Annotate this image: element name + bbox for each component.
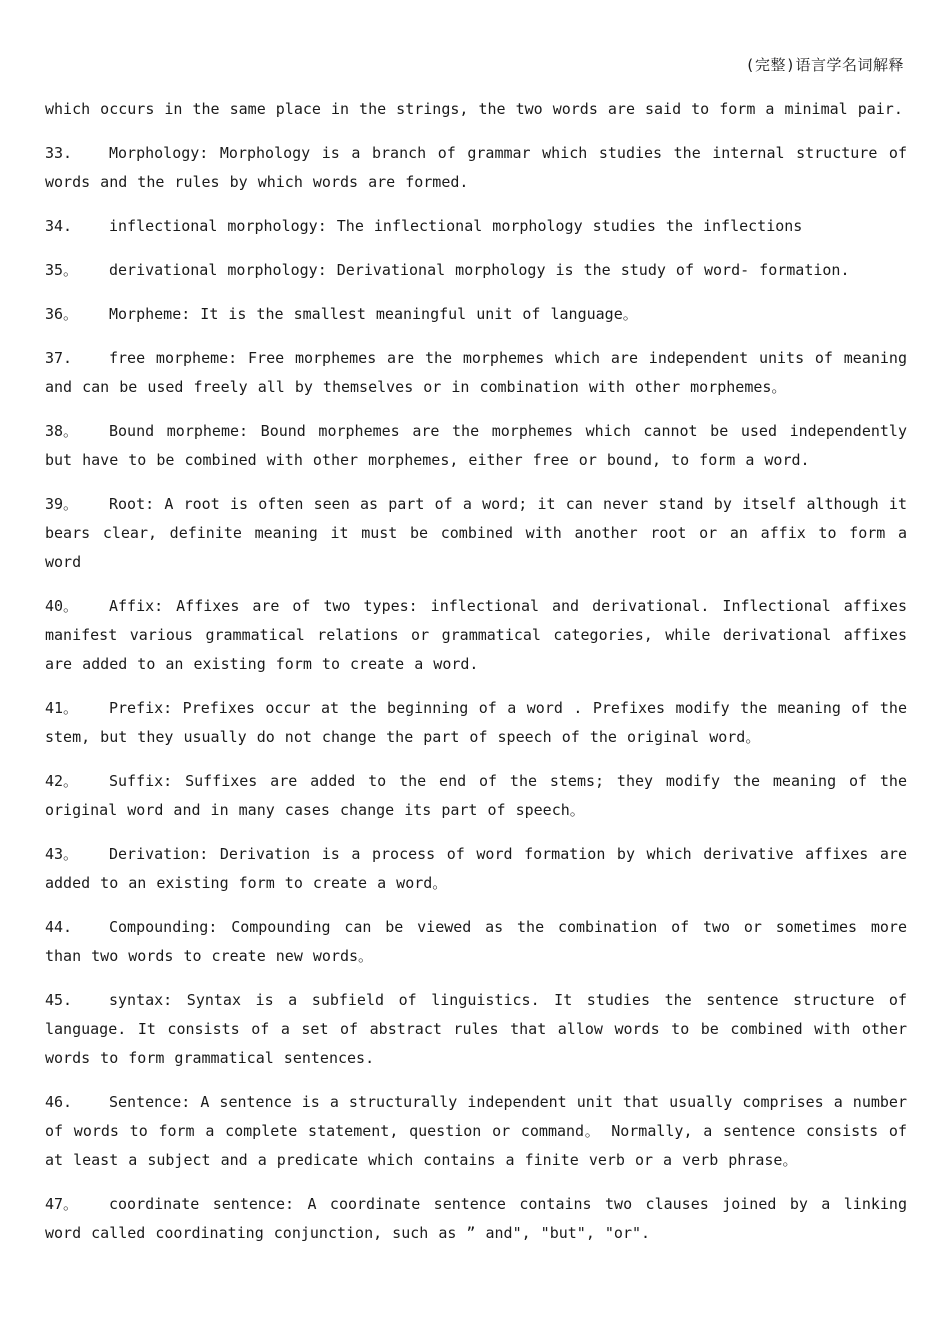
entry-text: Bound morpheme: Bound morphemes are the morphemes which cannot be used independently but have to be combined with other morphemes, either free or bound, to form a word. (45, 422, 907, 469)
entry-text: Sentence: A sentence is a structurally independent unit that usually comprises a number of words to form a complete statement, question or command。 Normally, a sentence consists of at least a subject and a predicate which contains a finite verb or a verb phrase。 (45, 1093, 907, 1169)
entry-number: 41。 (45, 699, 79, 717)
entry-number: 36。 (45, 305, 79, 323)
entry-number: 47。 (45, 1195, 79, 1213)
entry-text: Compounding: Compounding can be viewed as the combination of two or sometimes more than two words to create new words。 (45, 918, 907, 965)
entry-number: 45. (45, 991, 73, 1009)
glossary-entry (45, 256, 907, 285)
entry-text: derivational morphology: Derivational morphology is the study of word- formation. (109, 261, 850, 279)
entry-number: 43。 (45, 845, 79, 863)
entry-text: Morphology: Morphology is a branch of grammar which studies the internal structure of words and the rules by which words are formed. (45, 144, 907, 191)
glossary-entry (45, 986, 907, 1073)
entry-text: Morpheme: It is the smallest meaningful unit of language。 (109, 305, 638, 323)
entry-number: 42。 (45, 772, 79, 790)
entry-text: coordinate sentence: A coordinate sentence contains two clauses joined by a linking word called coordinating conjunction, such as ” and", "but", "or". (45, 1195, 907, 1242)
entry-text: Suffix: Suffixes are added to the end of the stems; they modify the meaning of the original word and in many cases change its part of speech。 (45, 772, 907, 819)
entry-text: Affix: Affixes are of two types: inflectional and derivational. Inflectional affixes manifest various grammatical relations or grammatical categories, while derivational affixes are added to an existing form to create a word. (45, 597, 907, 673)
entry-number: 44. (45, 918, 73, 936)
glossary-entry (45, 417, 907, 475)
entry-text: Prefix: Prefixes occur at the beginning of a word . Prefixes modify the meaning of the stem, but they usually do not change the part of speech of the original word。 (45, 699, 907, 746)
glossary-entry (45, 840, 907, 898)
glossary-entry (45, 344, 907, 402)
entry-number: 34. (45, 217, 73, 235)
entry-number: 46. (45, 1093, 73, 1111)
glossary-entry (45, 300, 907, 329)
glossary-entry (45, 490, 907, 577)
glossary-entry (45, 592, 907, 679)
glossary-entry (45, 913, 907, 971)
entry-text: inflectional morphology: The inflectional morphology studies the inflections (109, 217, 803, 235)
glossary-entry (45, 1190, 907, 1248)
entry-number: 40。 (45, 597, 79, 615)
glossary-entry (45, 1088, 907, 1175)
glossary-entry (45, 212, 907, 241)
entry-text: Root: A root is often seen as part of a word; it can never stand by itself although it bears clear, definite meaning it must be combined with another root or an affix to form a word (45, 495, 907, 571)
entry-text: syntax: Syntax is a subfield of linguistics. It studies the sentence structure of language. It consists of a set of abstract rules that allow words to be combined with other words to form grammatical sentences. (45, 991, 907, 1067)
entry-number: 35。 (45, 261, 79, 279)
intro-line: which occurs in the same place in the strings, the two words are said to form a minimal pair. (45, 100, 903, 118)
entry-number: 39。 (45, 495, 79, 513)
page-header-title: (完整)语言学名词解释 (745, 56, 904, 74)
entry-text: Derivation: Derivation is a process of word formation by which derivative affixes are added to an existing form to create a word。 (45, 845, 907, 892)
glossary-entry (45, 139, 907, 197)
document-body (45, 95, 907, 1263)
entry-text: free morpheme: Free morphemes are the morphemes which are independent units of meaning and can be used freely all by themselves or in combination with other morphemes。 (45, 349, 907, 396)
entry-number: 38。 (45, 422, 79, 440)
glossary-entry (45, 694, 907, 752)
glossary-entry (45, 767, 907, 825)
entry-number: 33. (45, 144, 73, 162)
entry-number: 37. (45, 349, 73, 367)
glossary-entries (45, 139, 907, 1248)
